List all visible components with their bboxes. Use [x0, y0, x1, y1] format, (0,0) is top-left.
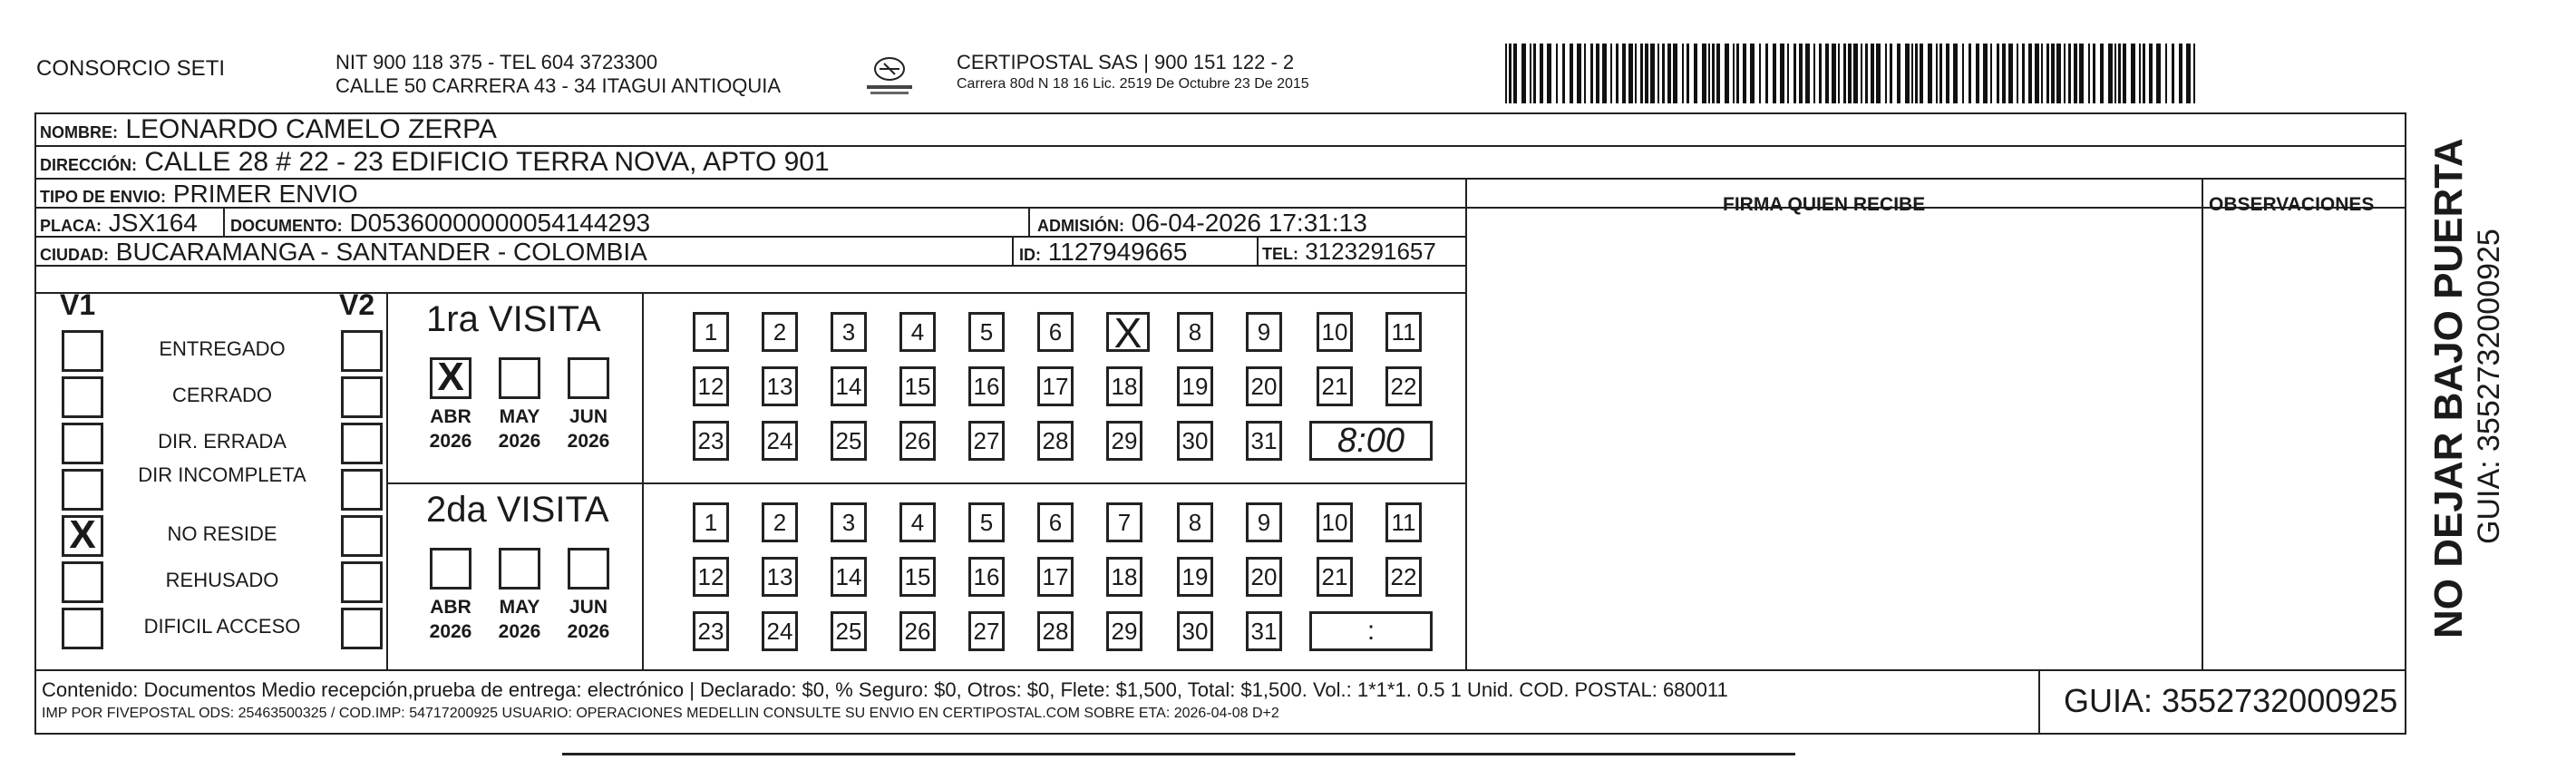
month-checkbox[interactable] [568, 357, 609, 399]
documento-label: DOCUMENTO: [230, 217, 343, 235]
day-box[interactable]: 23 [693, 421, 729, 461]
month-checkbox[interactable] [568, 548, 609, 589]
v1-checkbox[interactable] [62, 608, 103, 649]
footer-guia: GUIA: 3552732000925 [2064, 682, 2398, 719]
v2-checkbox[interactable] [341, 515, 383, 557]
day-box[interactable]: 13 [762, 557, 798, 597]
reason-label: DIR INCOMPLETA [138, 463, 306, 486]
tipo-value: PRIMER ENVIO [172, 180, 358, 208]
day-box[interactable]: 17 [1037, 557, 1074, 597]
day-box[interactable]: 20 [1246, 366, 1282, 406]
day-box[interactable]: 16 [968, 557, 1005, 597]
month-label: MAY [499, 406, 540, 427]
day-box[interactable]: 14 [831, 557, 867, 597]
day-box[interactable]: 4 [899, 502, 936, 542]
documento-field [230, 209, 650, 238]
v1-checkbox[interactable] [62, 469, 103, 511]
day-box[interactable]: 1 [693, 312, 729, 352]
day-box[interactable]: 21 [1317, 557, 1353, 597]
v2-checkbox[interactable] [341, 423, 383, 464]
v1-checkbox[interactable] [62, 376, 103, 418]
v2-checkbox[interactable] [341, 561, 383, 603]
contenido-line: Contenido: Documentos Medio recepción,prueba de entrega: electrónico | Declarado: $0, % Seguro: $0, Otros: $0, Flete: $1,500, Total: $1,500. Vol.: 1*1*1. 0.5 1 Unid. COD. POSTAL: 680011 [42, 678, 1728, 701]
nombre-label: NOMBRE: [40, 123, 118, 141]
visit-title: 2da VISITA [426, 490, 609, 530]
day-box[interactable]: 13 [762, 366, 798, 406]
day-box[interactable]: 3 [831, 502, 867, 542]
day-box[interactable]: 27 [968, 611, 1005, 651]
day-box[interactable]: 4 [899, 312, 936, 352]
ciudad-field [40, 238, 647, 267]
month-checkbox[interactable] [430, 548, 471, 589]
v2-checkbox[interactable] [341, 608, 383, 649]
day-box[interactable]: 11 [1385, 502, 1422, 542]
day-box[interactable]: 5 [968, 312, 1005, 352]
certipostal-line1: CERTIPOSTAL SAS | 900 151 122 - 2 [957, 51, 1295, 73]
day-box[interactable]: 1 [693, 502, 729, 542]
month-checkbox[interactable]: X [430, 357, 471, 399]
placa-field [40, 209, 198, 238]
tel-value: 3123291657 [1305, 238, 1436, 265]
v1-checkbox[interactable] [62, 561, 103, 603]
day-box[interactable]: 18 [1106, 557, 1142, 597]
direccion-label: DIRECCIÓN: [40, 156, 137, 174]
day-box[interactable]: 12 [693, 366, 729, 406]
day-box[interactable]: 9 [1246, 312, 1282, 352]
observaciones-header: OBSERVACIONES [2209, 194, 2375, 215]
v1-checkbox[interactable] [62, 330, 103, 372]
tel-label: TEL: [1262, 245, 1298, 263]
day-box[interactable]: 12 [693, 557, 729, 597]
time-box[interactable]: : [1309, 611, 1433, 651]
day-box[interactable]: 5 [968, 502, 1005, 542]
tipo-row [40, 180, 358, 209]
ciudad-label: CIUDAD: [40, 246, 109, 264]
side-warning: NO DEJAR BAJO PUERTA [2426, 138, 2471, 638]
month-label: JUN [569, 597, 608, 618]
day-box[interactable]: X [1106, 312, 1150, 352]
v1-checkbox[interactable] [62, 423, 103, 464]
day-box[interactable]: 23 [693, 611, 729, 651]
day-box[interactable]: 19 [1177, 366, 1213, 406]
v1-header: V1 [60, 288, 96, 321]
year-label: 2026 [429, 431, 472, 452]
day-box[interactable]: 29 [1106, 421, 1142, 461]
month-label: ABR [430, 406, 471, 427]
day-box[interactable]: 26 [899, 421, 936, 461]
day-box[interactable]: 21 [1317, 366, 1353, 406]
day-box[interactable]: 7 [1106, 502, 1142, 542]
day-box[interactable]: 8 [1177, 502, 1213, 542]
certipostal-line2: Carrera 80d N 18 16 Lic. 2519 De Octubre 23 De 2015 [957, 76, 1309, 92]
day-box[interactable]: 30 [1177, 421, 1213, 461]
day-box[interactable]: 31 [1246, 611, 1282, 651]
time-box[interactable]: 8:00 [1309, 421, 1433, 461]
year-label: 2026 [498, 431, 541, 452]
reason-label: REHUSADO [165, 569, 279, 591]
year-label: 2026 [498, 621, 541, 642]
admision-field [1037, 209, 1367, 238]
v2-checkbox[interactable] [341, 330, 383, 372]
ciudad-value: BUCARAMANGA - SANTANDER - COLOMBIA [115, 238, 647, 266]
day-box[interactable]: 17 [1037, 366, 1074, 406]
day-box[interactable]: 26 [899, 611, 936, 651]
reason-label: NO RESIDE [167, 522, 277, 545]
day-box[interactable]: 11 [1385, 312, 1422, 352]
company-name: CONSORCIO SETI [36, 56, 226, 81]
reason-label: ENTREGADO [159, 337, 286, 360]
certipostal-logo-icon [861, 53, 918, 98]
day-box[interactable]: 2 [762, 502, 798, 542]
barcode-icon [1505, 44, 2203, 103]
day-box[interactable]: 24 [762, 421, 798, 461]
day-box[interactable]: 24 [762, 611, 798, 651]
day-box[interactable]: 10 [1317, 312, 1353, 352]
day-box[interactable]: 18 [1106, 366, 1142, 406]
month-label: JUN [569, 406, 608, 427]
nit-line: NIT 900 118 375 - TEL 604 3723300 [335, 51, 658, 73]
day-box[interactable]: 9 [1246, 502, 1282, 542]
side-guia: GUIA: 3552732000925 [2472, 229, 2506, 544]
month-checkbox[interactable] [499, 548, 540, 589]
admision-value: 06-04-2026 17:31:13 [1131, 209, 1367, 237]
day-box[interactable]: 19 [1177, 557, 1213, 597]
year-label: 2026 [567, 621, 610, 642]
day-box[interactable]: 20 [1246, 557, 1282, 597]
day-box[interactable]: 28 [1037, 611, 1074, 651]
id-value: 1127949665 [1047, 238, 1188, 266]
day-box[interactable]: 30 [1177, 611, 1213, 651]
nombre-row [40, 114, 497, 145]
day-box[interactable]: 31 [1246, 421, 1282, 461]
day-box[interactable]: 14 [831, 366, 867, 406]
day-box[interactable]: 25 [831, 421, 867, 461]
day-box[interactable]: 6 [1037, 502, 1074, 542]
month-checkbox[interactable] [499, 357, 540, 399]
reason-label: DIR. ERRADA [158, 430, 287, 453]
visit-title: 1ra VISITA [426, 299, 601, 339]
day-box[interactable]: 22 [1385, 366, 1422, 406]
day-box[interactable]: 2 [762, 312, 798, 352]
day-box[interactable]: 22 [1385, 557, 1422, 597]
tipo-label: TIPO DE ENVIO: [40, 188, 167, 206]
reason-label: DIFICIL ACCESO [143, 615, 301, 638]
id-label: ID: [1019, 246, 1041, 264]
day-box[interactable]: 6 [1037, 312, 1074, 352]
day-box[interactable]: 29 [1106, 611, 1142, 651]
placa-value: JSX164 [108, 209, 198, 237]
direccion-row [40, 147, 830, 178]
day-box[interactable]: 15 [899, 366, 936, 406]
day-box[interactable]: 10 [1317, 502, 1353, 542]
day-box[interactable]: 28 [1037, 421, 1074, 461]
direccion-value: CALLE 28 # 22 - 23 EDIFICIO TERRA NOVA, APTO 901 [144, 147, 830, 177]
day-box[interactable]: 16 [968, 366, 1005, 406]
admision-label: ADMISIÓN: [1037, 217, 1124, 235]
v2-checkbox[interactable] [341, 376, 383, 418]
documento-value: D05360000000054144293 [349, 209, 651, 237]
day-box[interactable]: 3 [831, 312, 867, 352]
id-field [1019, 238, 1187, 267]
day-box[interactable]: 25 [831, 611, 867, 651]
day-box[interactable]: 27 [968, 421, 1005, 461]
placa-label: PLACA: [40, 217, 102, 235]
month-label: ABR [430, 597, 471, 618]
reason-label: CERRADO [171, 384, 272, 406]
imp-line: IMP POR FIVEPOSTAL ODS: 25463500325 / COD.IMP: 54717200925 USUARIO: OPERACIONES MEDELLIN CONSULTE SU ENVIO EN CERTIPOSTAL.COM SOBRE ETA: 2026-04-08 D+2 [42, 706, 1279, 721]
firma-header: FIRMA QUIEN RECIBE [1723, 194, 1926, 215]
v1-checkbox[interactable]: X [62, 515, 103, 557]
address-line: CALLE 50 CARRERA 43 - 34 ITAGUI ANTIOQUIA [335, 74, 782, 97]
year-label: 2026 [429, 621, 472, 642]
tel-field [1262, 238, 1436, 266]
month-label: MAY [499, 597, 540, 618]
year-label: 2026 [567, 431, 610, 452]
v2-header: V2 [339, 288, 375, 321]
form-frame [34, 112, 2406, 735]
day-box[interactable]: 8 [1177, 312, 1213, 352]
nombre-value: LEONARDO CAMELO ZERPA [125, 114, 497, 144]
day-box[interactable]: 15 [899, 557, 936, 597]
v2-checkbox[interactable] [341, 469, 383, 511]
